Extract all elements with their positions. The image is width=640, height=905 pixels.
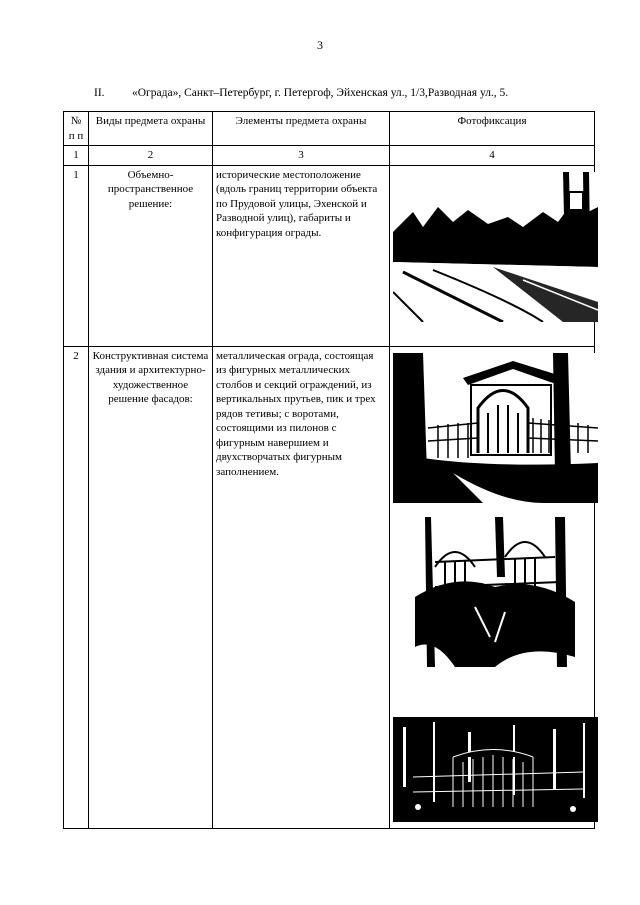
row-number: 2 — [64, 346, 89, 828]
column-index: 3 — [213, 146, 390, 166]
row-type: Конструктивная система здания и архитектурно-художественное решение фасадов: — [89, 346, 213, 828]
section-title: «Ограда», Санкт–Петербург, г. Петергоф, Эйхенская ул., 1/3,Разводная ул., 5. — [132, 87, 509, 99]
fence-photo-overgrown — [395, 517, 590, 667]
header-photo: Фотофиксация — [390, 112, 595, 146]
row-elements: металлическая ограда, состоящая из фигурных металлических столбов и секций ограждений, из вертикальных прутьев, пик и трех рядов тетивы; с воротами, состоящими из пилонов с фигурным навершием и двухстворчатых фигурным заполнением. — [213, 346, 390, 828]
column-index-row — [64, 146, 595, 166]
table-row — [64, 165, 595, 346]
header-elements: Элементы предмета охраны — [213, 112, 390, 146]
column-index: 1 — [64, 146, 89, 166]
fence-photo-street — [393, 172, 598, 322]
section-heading — [94, 87, 594, 99]
row-photos — [390, 346, 595, 828]
gate-photo — [393, 353, 598, 503]
section-number: II. — [94, 87, 105, 99]
row-photos — [390, 165, 595, 346]
column-index: 2 — [89, 146, 213, 166]
table-header-row — [64, 112, 595, 146]
table-row — [64, 346, 595, 828]
header-type: Виды предмета охраны — [89, 112, 213, 146]
header-num: № п п — [64, 112, 89, 146]
page-number: 3 — [317, 38, 323, 52]
fence-photo-forest — [393, 717, 598, 822]
column-index: 4 — [390, 146, 595, 166]
protection-table — [63, 111, 595, 829]
row-number: 1 — [64, 165, 89, 346]
row-elements: исторические местоположение (вдоль границ территории объекта по Прудовой улицы, Эхенской и Разводной улиц), габариты и конфигурация ограды. — [213, 165, 390, 346]
row-type: Объемно-пространственное решение: — [89, 165, 213, 346]
